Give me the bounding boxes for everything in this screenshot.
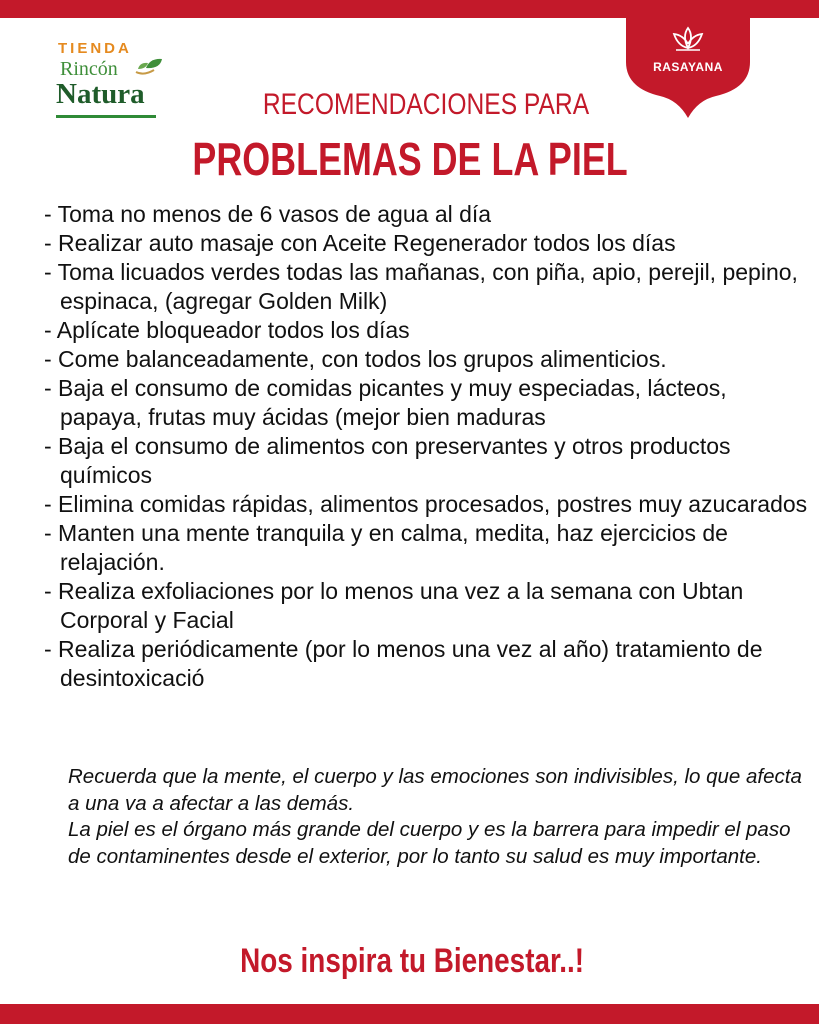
list-item: - Baja el consumo de comidas picantes y muy especiadas, lácteos, papaya, frutas muy ácidas (mejor bien maduras bbox=[44, 375, 727, 430]
list-item: - Elimina comidas rápidas, alimentos procesados, postres muy azucarados bbox=[44, 491, 808, 517]
bottom-bar bbox=[0, 1004, 819, 1024]
list-item: - Realizar auto masaje con Aceite Regenerador todos los días bbox=[44, 230, 676, 256]
note-paragraph-1: Recuerda que la mente, el cuerpo y las emociones son indivisibles, lo que afecta a una va a afectar a las demás. bbox=[68, 765, 802, 815]
title-line-2: PROBLEMAS DE LA PIEL bbox=[192, 133, 628, 185]
title-line-1: RECOMENDACIONES PARA bbox=[262, 88, 590, 121]
list-item: - Realiza exfoliaciones por lo menos una vez a la semana con Ubtan Corporal y Facial bbox=[44, 578, 744, 633]
list-item: - Aplícate bloqueador todos los días bbox=[44, 317, 410, 343]
footer-slogan: Nos inspira tu Bienestar..! bbox=[240, 942, 585, 980]
lotus-icon bbox=[670, 24, 706, 54]
note-paragraph-2: La piel es el órgano más grande del cuerpo y es la barrera para impedir el paso de contaminentes desde el exterior, por lo tanto su salud es muy importante. bbox=[68, 818, 791, 868]
closing-note bbox=[68, 764, 808, 870]
recommendations-list bbox=[44, 200, 814, 693]
list-item: - Toma no menos de 6 vasos de agua al día bbox=[44, 201, 492, 227]
list-item: - Baja el consumo de alimentos con preservantes y otros productos químicos bbox=[44, 433, 731, 488]
list-item: - Realiza periódicamente (por lo menos una vez al año) tratamiento de desintoxicació bbox=[44, 636, 763, 691]
logo-natura: Natura bbox=[56, 78, 145, 110]
list-item: - Come balanceadamente, con todos los grupos alimenticios. bbox=[44, 346, 667, 372]
badge-label: RASAYANA bbox=[653, 60, 723, 74]
leaf-icon bbox=[134, 56, 164, 78]
logo-tienda: TIENDA bbox=[58, 40, 132, 57]
list-item: - Toma licuados verdes todas las mañanas, con piña, apio, perejil, pepino, espinaca, (agregar Golden Milk) bbox=[44, 259, 798, 314]
logo-rincon: Rincón bbox=[60, 58, 118, 80]
list-item: - Manten una mente tranquila y en calma, medita, haz ejercicios de relajación. bbox=[44, 520, 728, 575]
